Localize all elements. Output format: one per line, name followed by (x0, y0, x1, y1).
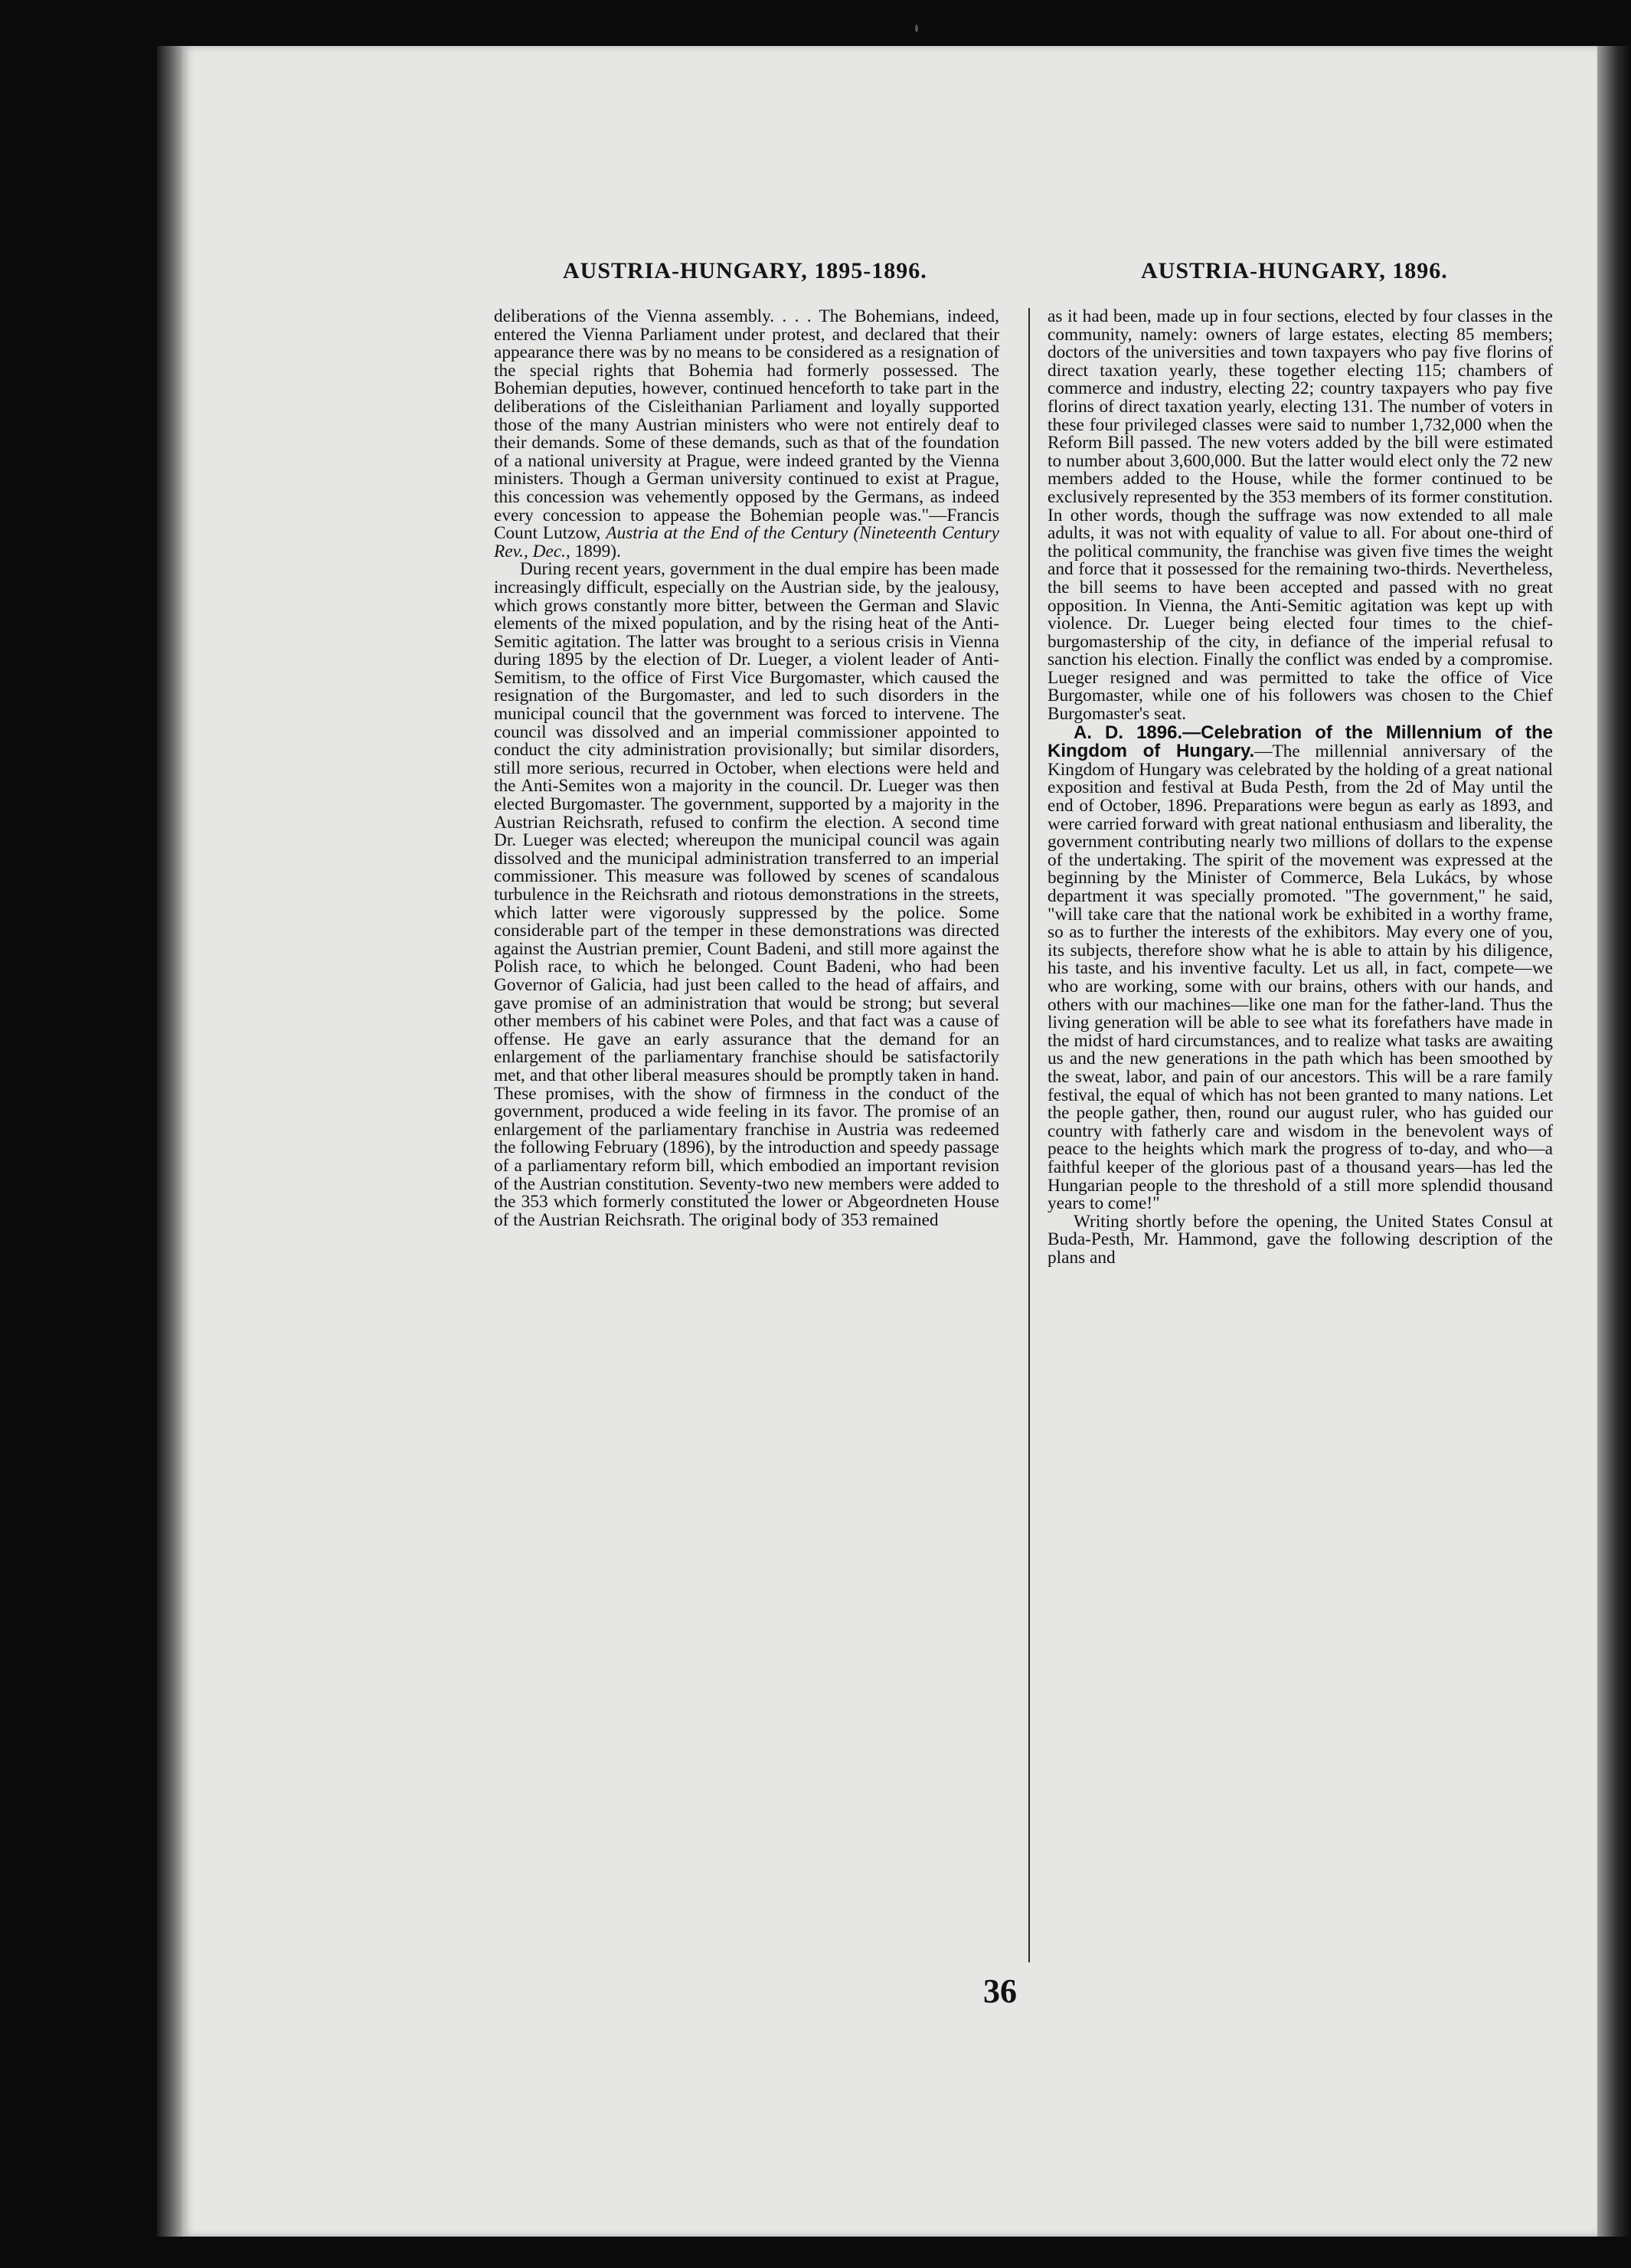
citation: Austria at the End of the Century (Nineteenth Century Rev., Dec., (494, 523, 1000, 561)
paragraph (494, 308, 999, 561)
running-header-right: AUSTRIA-HUNGARY, 1896. (1141, 258, 1448, 283)
column-divider (1028, 308, 1030, 1962)
paragraph: as it had been, made up in four sections, elected by four classes in the community, namely: owners of large estates, electing 85 members; doctors of the universities and town taxpayers who pay five florins of direct taxation yearly, these together electing 115; chambers of commerce and industry, electing 22; country taxpayers who pay five florins of direct taxation yearly, electing 131. The number of voters in these four privileged classes were said to number 1,732,000 when the Reform Bill passed. The new voters added by the bill were estimated to number about 3,600,000. But the latter would elect only the 72 new members added to the House, while the former continued to be exclusively represented by the 353 members of its former constitution. In other words, though the suffrage was now extended to all male adults, it was not with equality of value to all. For about one-third of the political community, the franchise was given five times the weight and force that it possessed for the remaining two-thirds. Nevertheless, the bill seems to have been accepted and passed with no great opposition. In Vienna, the Anti-Semitic agitation was kept up with violence. Dr. Lueger being elected four times to the chief-burgomastership of the city, in defiance of the imperial refusal to sanction his election. Finally the conflict was ended by a compromise. Lueger resigned and was permitted to take the office of Vice Burgomaster, while one of his followers was chosen to the Chief Burgomaster's seat. (1048, 306, 1553, 725)
right-text-column (1048, 308, 1553, 1267)
section-text: —The millennial anniversary of the Kingdom of Hungary was celebrated by the holding of a great national exposition and festival at Buda Pesth, from the 2d of May until the end of October, 1896. Preparations were begun as early as 1893, and were carried forward with great national enthusiasm and liberality, the government contributing nearly two millions of dollars to the expense of the undertaking. The spirit of the movement was expressed at the beginning by the Minister of Commerce, Bela Lukács, by whose department it was specially promoted. "The government," he said, "will take care that the national work be exhibited in a worthy frame, so as to further the interests of the exhibitors. May every one of you, its subjects, therefore show what he is able to attain by his diligence, his taste, and his inventive faculty. Let us all, in fact, compete—we who are working, some with our brains, others with our hands, and others with our machines—like one man for the father-land. Thus the living generation will be able to see what its forefathers have made in the midst of hard circumstances, and to realize what tasks are awaiting us and the new generations in the path which has been smoothed by the sweat, labor, and pain of our ancestors. This will be a rare family festival, the equal of which has not been granted to many nations. Let the people gather, then, round our august ruler, who has guided our country with fatherly care and wisdom in the benevolent ways of peace to the heights which mark the progress of to-day, and who—a faithful keeper of the glorious past of a thousand years—has led the Hungarian people to the threshold of a still more splendid thousand years to come!" (1048, 741, 1554, 1214)
paragraph: Writing shortly before the opening, the United States Consul at Buda-Pesth, Mr. Hammond, gave the following description of the plans and (1048, 1211, 1553, 1268)
paragraph: During recent years, government in the dual empire has been made increasingly difficult, especially on the Austrian side, by the jealousy, which grows constantly more bitter, between the German and Slavic elements of the mixed population, and by the rising heat of the Anti-Semitic agitation. The latter was brought to a serious crisis in Vienna during 1895 by the election of Dr. Lueger, a violent leader of Anti-Semitism, to the office of First Vice Burgomaster, which caused the resignation of the Burgomaster, and led to such disorders in the municipal council that the government was forced to intervene. The council was dissolved and an imperial commissioner appointed to conduct the city administration provisionally; but similar disorders, still more serious, recurred in October, when elections were held and the Anti-Semites won a majority in the council. Dr. Lueger was then elected Burgomaster. The government, supported by a majority in the Austrian Reichsrath, refused to confirm the election. A second time Dr. Lueger was elected; whereupon the municipal council was again dissolved and the municipal administration transferred to an imperial commissioner. This measure was followed by scenes of scandalous turbulence in the Reichsrath and riotous demonstrations in the streets, which latter were vigorously suppressed by the police. Some considerable part of the temper in these demonstrations was directed against the Austrian premier, Count Badeni, and still more against the Polish race, to which he belonged. Count Badeni, who had been Governor of Galicia, had just been called to the head of affairs, and gave promise of an administration that would be strong; but several other members of his cabinet were Poles, and that fact was a cause of offense. He gave an early assurance that the demand for an enlargement of the parliamentary franchise should be satisfactorily met, and that other liberal measures should be promptly taken in hand. These promises, with the show of firmness in the conduct of the government, produced a wide feeling in its favor. The promise of an enlargement of the parliamentary franchise in Austria was redeemed the following February (1896), by the introduction and speedy passage of a parliamentary reform bill, which embodied an important revision of the Austrian constitution. Seventy-two new members were added to the 353 which formerly constituted the lower or Abgeordneten House of the Austrian Reichsrath. The original body of 353 remained (494, 559, 999, 1230)
left-text-column (494, 308, 999, 1229)
page-number: 36 (983, 1972, 1017, 2010)
running-header-left: AUSTRIA-HUNGARY, 1895-1896. (563, 258, 927, 283)
quote-text: deliberations of the Vienna assembly. . . . The Bohemians, indeed, entered the Vienna Parliament under protest, and declared that their appearance there was by no means to be considered as a resignation of the special rights that Bohemia had formerly possessed. The Bohemian deputies, however, continued henceforth to take part in the deliberations of the Cisleithanian Parliament and loyally supported those of the many Austrian ministers who were not entirely deaf to their demands. Some of these demands, such as that of the foundation of a national university at Prague, were indeed granted by the Vienna ministers. Though a German university continued to exist at Prague, this concession was vehemently opposed by the Germans, as indeed every concession to appease the Bohemian people was."—Francis Count Lutzow, (494, 306, 999, 544)
scan-speck (915, 25, 918, 32)
citation-year: 1899). (574, 541, 621, 561)
page-right-edge-shadow (1597, 46, 1631, 2237)
paragraph (1048, 724, 1553, 1213)
section-heading: A. D. 1896.—Celebration of the Millennium of the Kingdom of Hungary. (1048, 722, 1553, 762)
